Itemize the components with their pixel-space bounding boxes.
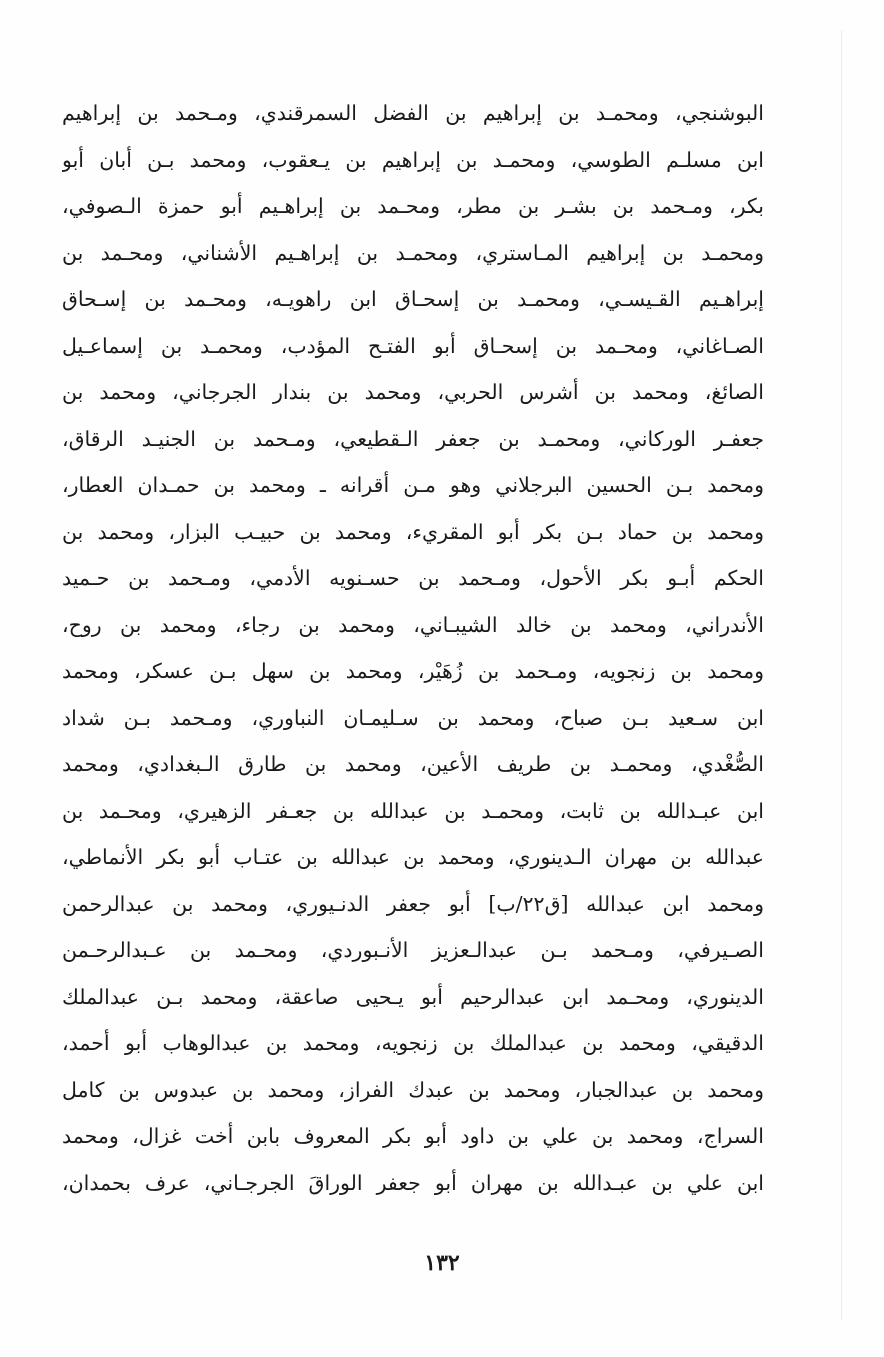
page-edge-shadow — [841, 30, 842, 1320]
text-line: ومحمد بن عبدالجبار، ومحمد بن عبدك الفراز، ومحمد بن عبدوس بن كامل — [62, 1077, 764, 1102]
text-line: الصائغ، ومحمد بن أشرس الحربي، ومحمد بن بندار الجرجاني، ومحمد بن — [62, 380, 764, 404]
text-line: الأندراني، ومحمد بن خالد الشيبـاني، ومحمد بن رجاء، ومحمد بن روح، — [62, 612, 764, 637]
text-line: ابن سـعيد بـن صباح، ومحمد بن سـليمـان النباوري، ومـحمد بـن شداد — [62, 705, 764, 730]
text-line: ومحمد بن زنجويه، ومـحمد بن زُهَيْر، ومحمد بن سهل بـن عسكر، ومحمد — [62, 659, 764, 683]
text-line: السراج، ومحمد بن علي بن داود أبو بكر المعروف بابن أخت غزال، ومحمد — [62, 1124, 764, 1148]
text-line: ابن علي بن عبـدالله بن مهران أبو جعفر الوراقَ الجرجـاني، عرف بحمدان، — [62, 1170, 764, 1195]
text-line: ومحمد ابن عبدالله [ق٢٢/ب] أبو جعفر الدنـيوري، ومحمد بن عبدالرحمن — [62, 891, 764, 916]
text-line: الدقيقي، ومحمد بن عبدالملك بن زنجويه، ومحمد بن عبدالوهاب أبو أحمد، — [62, 1031, 764, 1055]
text-line: الدينوري، ومحـمد ابن عبدالرحيم أبو يـحيى صاعقة، ومحمد بـن عبدالملك — [62, 984, 764, 1009]
text-line: ابن عبـدالله بن ثابت، ومحمـد بن عبدالله بن جعـفر الزهيري، ومحـمد بن — [62, 798, 764, 823]
text-line: الحكم أبـو بكر الأحول، ومـحمد بن حسـنويه الأدمي، ومـحمد بن حـميد — [62, 566, 764, 590]
page-number: ١٣٢ — [424, 1250, 460, 1276]
text-line: ومحمد بن حماد بـن بكر أبو المقريء، ومحمد بن حبيـب البزار، ومحمد بن — [62, 519, 764, 544]
text-line: ابن مسلـم الطوسي، ومحمـد بن إبراهيم بن يـعقوب، ومحمد بـن أبان أبو — [62, 147, 764, 172]
text-line: البوشنجي، ومحمـد بن إبراهيم بن الفضل السمرقندي، ومـحمد بن إبراهيم — [62, 101, 764, 125]
text-line: جعفـر الوركاني، ومحمـد بن جعفر الـقطيعي، ومـحمد بن الجنيـد الرقاق، — [62, 426, 764, 451]
text-line: الصـيرفي، ومـحمد بـن عبدالـعزيز الأنـبوردي، ومحـمد بن عـبدالرحـمن — [62, 938, 764, 962]
text-line: الصُّغْدي، ومحمـد بن طريف الأعين، ومحمد بن طارق الـبغدادي، ومحمد — [62, 752, 764, 776]
text-line: الصـاغاني، ومحـمد بن إسحـاق أبو الفتـح المؤدب، ومحمـد بن إسماعـيل — [62, 333, 764, 358]
text-line: عبدالله بن مهران الـدينوري، ومحمد بن عبدالله بن عتـاب أبو بكر الأنماطي، — [62, 845, 764, 869]
text-line: إبراهـيم القـيسـي، ومحمـد بن إسحـاق ابن راهويـه، ومحـمد بن إسـحاق — [62, 287, 764, 311]
text-line: ومحمـد بن إبراهيم المـاستري، ومحمـد بن إبراهـيم الأشناني، ومحـمد بن — [62, 240, 764, 265]
text-line: بكر، ومـحمد بن بشـر بن مطر، ومحـمد بن إبراهـيم أبو حمزة الـصوفي، — [62, 194, 764, 218]
body-text — [62, 90, 764, 1206]
text-line: ومحمد بـن الحسين البرجلاني وهو مـن أقرانه ـ ومحمد بن حمـدان العطار، — [62, 473, 764, 497]
